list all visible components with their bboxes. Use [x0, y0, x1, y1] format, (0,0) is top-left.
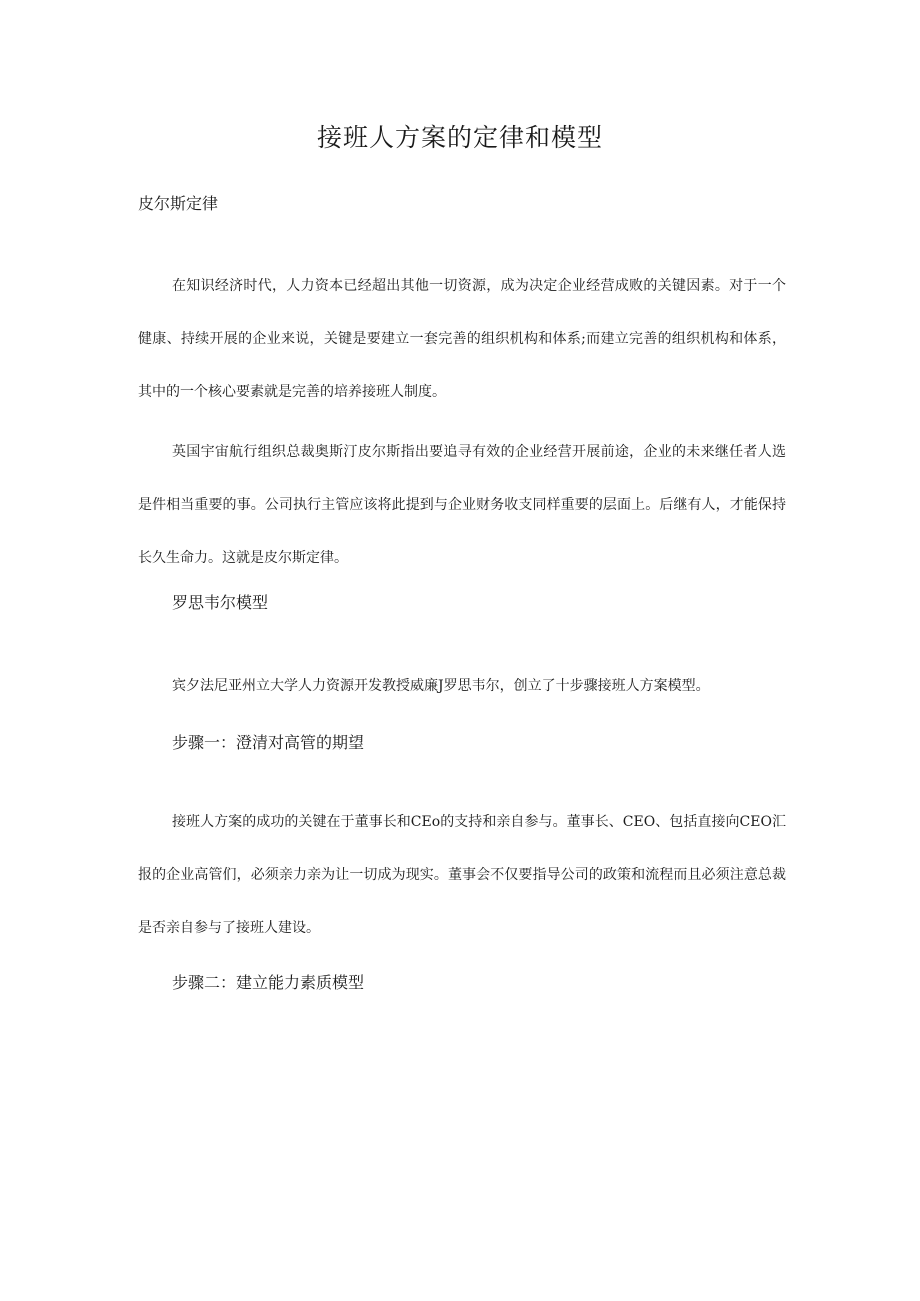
section-heading-step-one: 步骤一：澄清对高管的期望: [172, 733, 365, 752]
section-heading-piersi-law: 皮尔斯定律: [138, 194, 219, 213]
document-title: 接班人方案的定律和模型: [316, 123, 603, 152]
section-heading-step-two: 步骤二：建立能力素质模型: [172, 973, 365, 992]
paragraph: 宾夕法尼亚州立大学人力资源开发教授威廉J罗思韦尔，创立了十步骤接班人方案模型。: [172, 678, 710, 694]
paragraph: 英国宇宙航行组织总裁奥斯汀皮尔斯指出要追寻有效的企业经营开展前途，企业的未来继任者人选是件相当重要的事。公司执行主管应该将此提到与企业财务收支同样重要的层面上。后继有人，才能保持长久生命力。这就是皮尔斯定律。: [138, 444, 786, 566]
paragraph: 在知识经济时代，人力资本已经超出其他一切资源，成为决定企业经营成败的关键因素。对于一个健康、持续开展的企业来说，关键是要建立一套完善的组织机构和体系;而建立完善的组织机构和体系，其中的一个核心要素就是完善的培养接班人制度。: [138, 278, 786, 400]
section-heading-rothwell-model: 罗思韦尔模型: [172, 593, 269, 612]
paragraph: 接班人方案的成功的关键在于董事长和CEo的支持和亲自参与。董事长、CEO、包括直接向CEO汇报的企业高管们，必须亲力亲为让一切成为现实。董事会不仅要指导公司的政策和流程而且必须注意总裁是否亲自参与了接班人建设。: [138, 814, 786, 936]
